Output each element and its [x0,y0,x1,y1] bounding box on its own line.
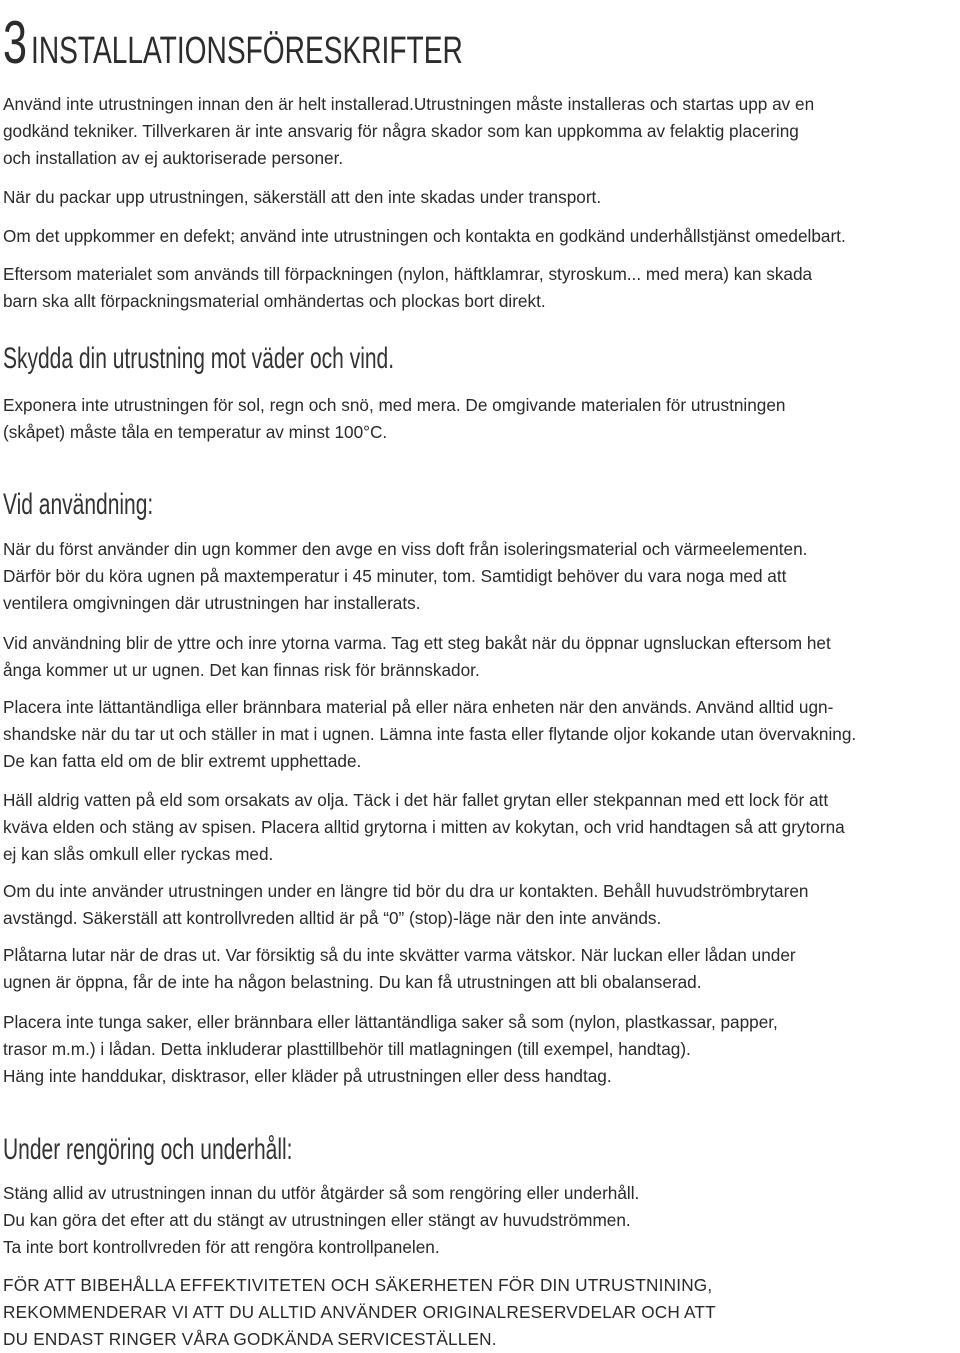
intro-paragraph-2: När du packar upp utrustningen, säkerställ att den inte skadas under transport. [3,187,602,207]
usage-section-title: Vid användning: [3,488,154,521]
weather-paragraph: Exponera inte utrustningen för sol, regn och snö, med mera. De omgivande materialen för utrustningen (skåpet) måste tåla en temperatur av minst 100°C. [3,395,786,442]
usage-paragraph-1: När du först använder din ugn kommer den avge en viss doft från isoleringsmaterial och värmeelementen. Därför bör du köra ugnen på maxtemperatur i 45 minuter, tom. Samtidigt behöver du vara noga med att ventilera omgivningen där utrustningen har installerats. [3,539,808,613]
usage-paragraph-3: Placera inte lättantändliga eller brännbara material på eller nära enheten när den används. Använd alltid ugn- shandske när du tar ut och ställer in mat i ugnen. Lämna inte fasta eller flytande oljor kokande utan övervakning. De kan fatta eld om de blir extremt upphettade. [3,697,857,771]
usage-paragraph-5: Om du inte använder utrustningen under en längre tid bör du dra ur kontakten. Behåll huvudströmbrytaren avstängd. Säkerställ att kontrollvreden alltid är på “0” (stop)-läge när den inte används. [3,881,809,928]
cleaning-paragraph: Stäng allid av utrustningen innan du utför åtgärder så som rengöring eller underhåll. Du kan göra det efter att du stängt av utrustningen eller stängt av huvudströmmen. Ta inte bort kontrollvreden för att rengöra kontrollpanelen. [3,1183,640,1257]
intro-paragraph-3: Om det uppkommer en defekt; använd inte utrustningen och kontakta en godkänd underhållstjänst omedelbart. [3,226,846,246]
usage-paragraph-4: Häll aldrig vatten på eld som orsakats av olja. Täck i det här fallet grytan eller stekpannan med ett lock för att kväva elden och stäng av spisen. Placera alltid grytorna i mitten av kokytan, och vrid handtagen så att grytorna ej kan slås omkull eller ryckas med. [3,790,845,864]
cleaning-section-title: Under rengöring och underhåll: [3,1133,293,1166]
service-notice: FÖR ATT BIBEHÅLLA EFFEKTIVITETEN OCH SÄKERHETEN FÖR DIN UTRUSTNINING, REKOMMENDERAR VI ATT DU ALLTID ANVÄNDER ORIGINALRESERVDELAR OCH ATT DU ENDAST RINGER VÅRA GODKÄNDA SERVICESTÄLLEN. [3,1275,716,1349]
chapter-number: 3 [3,9,28,76]
page-title [3,8,614,77]
chapter-title: INSTALLATIONSFÖRESKRIFTER [30,30,463,72]
intro-paragraph-1: Använd inte utrustningen innan den är helt installerad.Utrustningen måste installeras och startas upp av en godkänd tekniker. Tillverkaren är inte ansvarig för några skador som kan uppkomma av felaktig placering och installation av ej auktoriserade personer. [3,94,815,168]
weather-section-title: Skydda din utrustning mot väder och vind. [3,342,395,375]
usage-paragraph-6: Plåtarna lutar när de dras ut. Var försiktig så du inte skvätter varma vätskor. När luckan eller lådan under ugnen är öppna, får de inte ha någon belastning. Du kan få utrustningen att bli obalanserad. [3,945,796,992]
intro-paragraph-4: Eftersom materialet som används till förpackningen (nylon, häftklamrar, styroskum... med mera) kan skada barn ska allt förpackningsmaterial omhändertas och plockas bort direkt. [3,264,813,311]
usage-paragraph-7: Placera inte tunga saker, eller brännbara eller lättantändliga saker så som (nylon, plastkassar, papper, trasor m.m.) i lådan. Detta inkluderar plasttillbehör till matlagningen (till exempel, handtag). Häng inte handdukar, disktrasor, eller kläder på utrustningen eller dess handtag. [3,1012,778,1086]
usage-paragraph-2: Vid användning blir de yttre och inre ytorna varma. Tag ett steg bakåt när du öppnar ugnsluckan eftersom het ånga kommer ut ur ugnen. Det kan finnas risk för brännskador. [3,633,831,680]
